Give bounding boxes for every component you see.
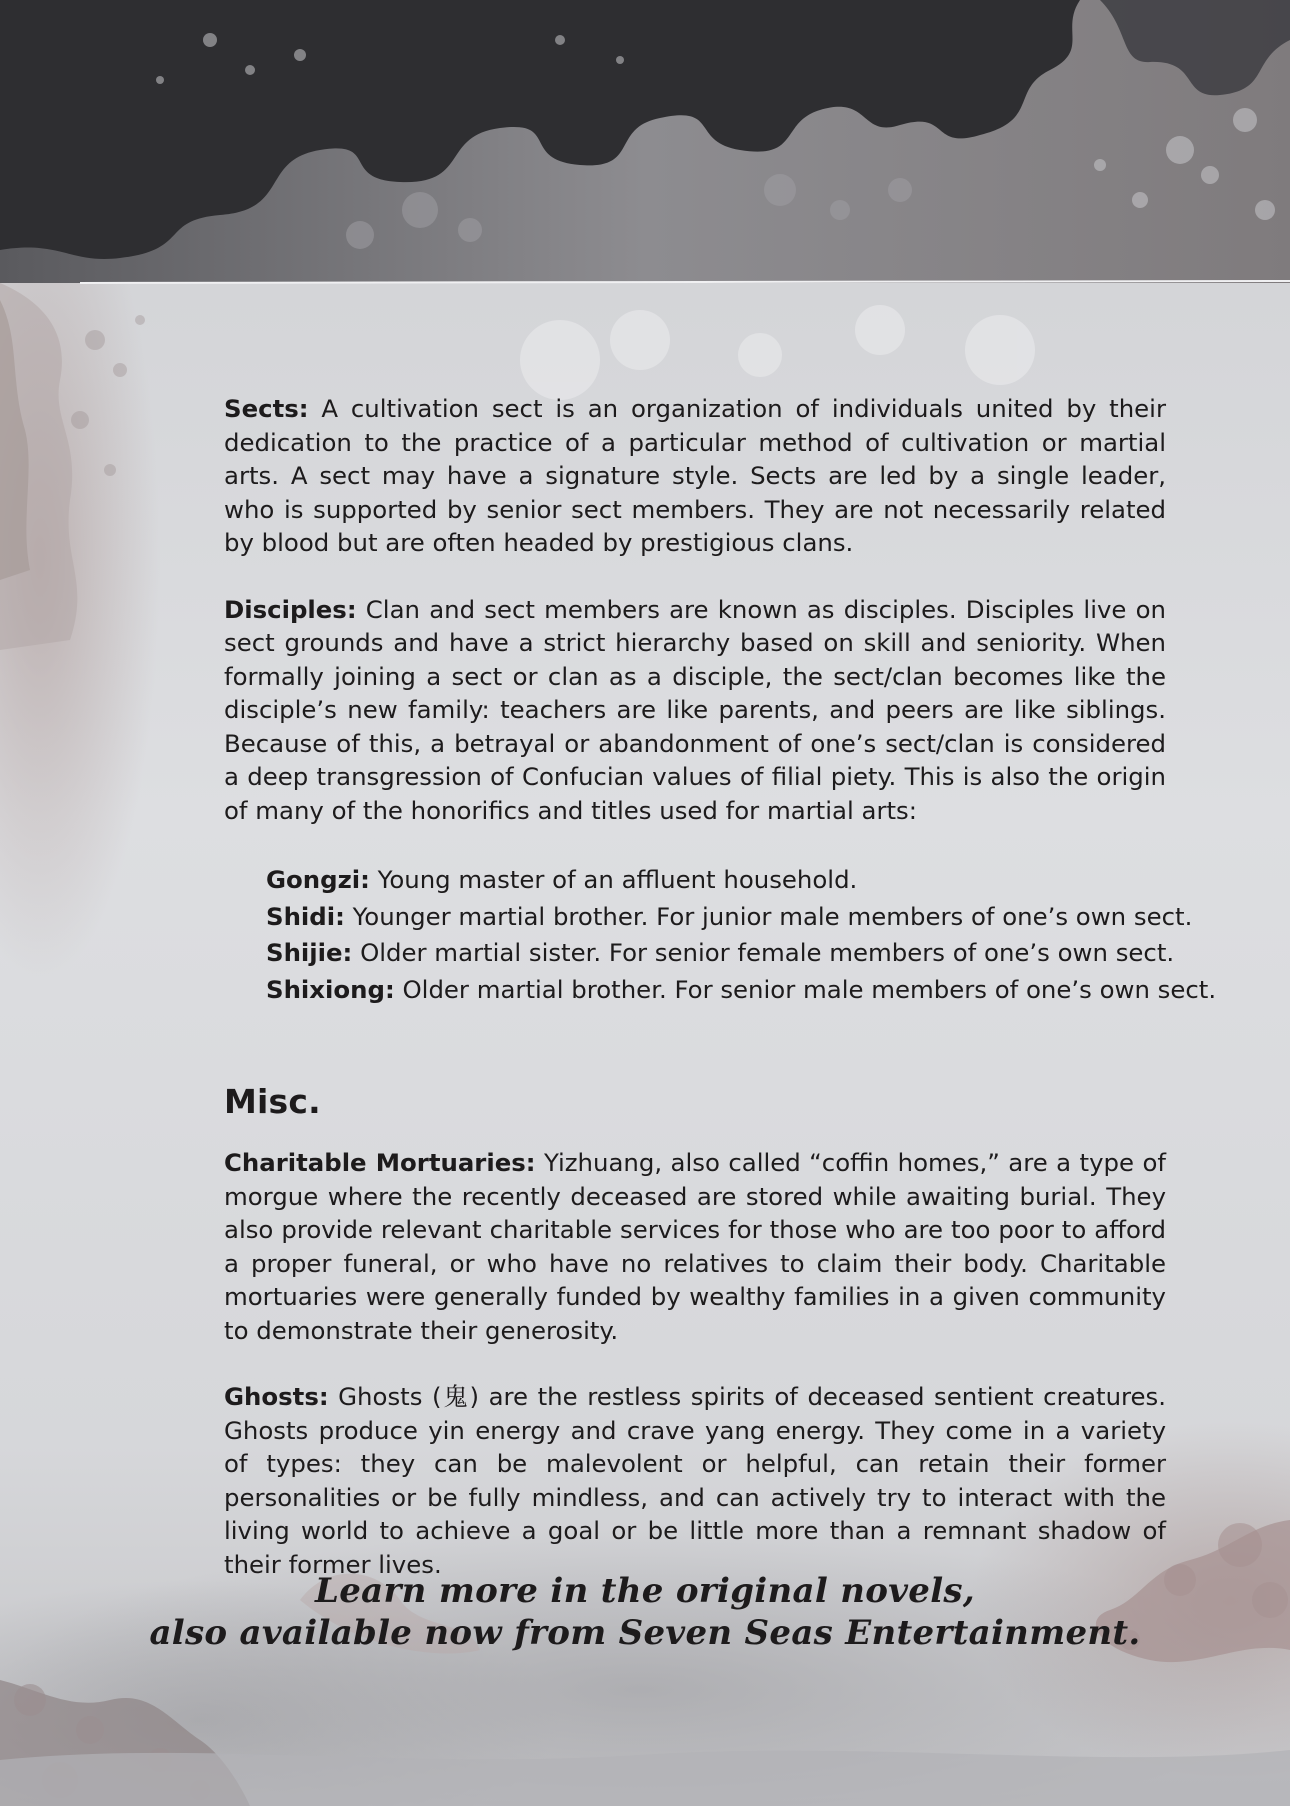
sects-definition: A cultivation sect is an organization of individuals united by their dedication to the practice of a particular method of cultivation or martial arts. A sect may have a signature style. Sects are led by a single leader, who is supported by senior sect members. They are not necessarily related by blood but are often headed by prestigious clans. (224, 394, 1166, 557)
promo-callout (0, 1570, 1290, 1654)
sects-entry (224, 392, 1166, 560)
promo-line-1: Learn more in the original novels, (314, 1571, 976, 1611)
honorific-term: Shixiong: (266, 974, 395, 1004)
honorific-term: Shijie: (266, 938, 353, 967)
mortuaries-term: Charitable Mortuaries: (224, 1148, 536, 1177)
ghosts-definition: Ghosts (鬼) are the restless spirits of deceased sentient creatures. Ghosts produce yin energy and crave yang energy. They come in a variety of types: they can be malevolent or helpful, can retain their former personalities or be fully mindless, and can actively try to interact with the living world to achieve a goal or be little more than a remnant shadow of their former lives. (224, 1382, 1166, 1579)
honorific-item (266, 972, 1217, 1009)
honorific-item (266, 935, 1175, 972)
honorifics-list (266, 862, 1217, 1008)
honorific-term: Shidi: (266, 901, 345, 931)
honorific-term: Gongzi: (266, 865, 370, 894)
ghosts-entry (224, 1380, 1166, 1581)
misc-heading: Misc. (224, 1082, 321, 1121)
honorific-definition: Older martial brother. For senior male members of one’s own sect. (394, 974, 1217, 1004)
mortuaries-definition: Yizhuang, also called “coffin homes,” are a type of morgue where the recently deceased are stored while awaiting burial. They also provide relevant charitable services for those who are too poor to afford a proper funeral, or who have no relatives to claim their body. Charitable mortuaries were generally funded by wealthy families in a given community to demonstrate their generosity. (224, 1148, 1166, 1345)
sects-term: Sects: (224, 394, 309, 423)
honorific-definition: Younger martial brother. For junior male members of one’s own sect. (344, 901, 1193, 931)
disciples-definition: Clan and sect members are known as disciples. Disciples live on sect grounds and have a strict hierarchy based on skill and seniority. When formally joining a sect or clan as a disciple, the sect/clan becomes like the disciple’s new family: teachers are like parents, and peers are like siblings. Because of this, a betrayal or abandonment of one’s sect/clan is considered a deep transgression of Confucian values of filial piety. This is also the origin of many of the honorifics and titles used for martial arts: (224, 594, 1166, 825)
honorific-definition: Young master of an affluent household. (369, 865, 858, 894)
promo-line-2: also available now from Seven Seas Entertainment. (149, 1613, 1141, 1653)
honorific-item (266, 899, 1193, 936)
glossary-body (224, 392, 1217, 1581)
disciples-entry (224, 593, 1166, 828)
disciples-term: Disciples: (224, 594, 357, 624)
honorific-definition: Older martial sister. For senior female members of one’s own sect. (352, 938, 1175, 967)
mortuaries-entry (224, 1146, 1166, 1347)
ghosts-term: Ghosts: (224, 1382, 329, 1411)
honorific-item (266, 862, 1166, 899)
